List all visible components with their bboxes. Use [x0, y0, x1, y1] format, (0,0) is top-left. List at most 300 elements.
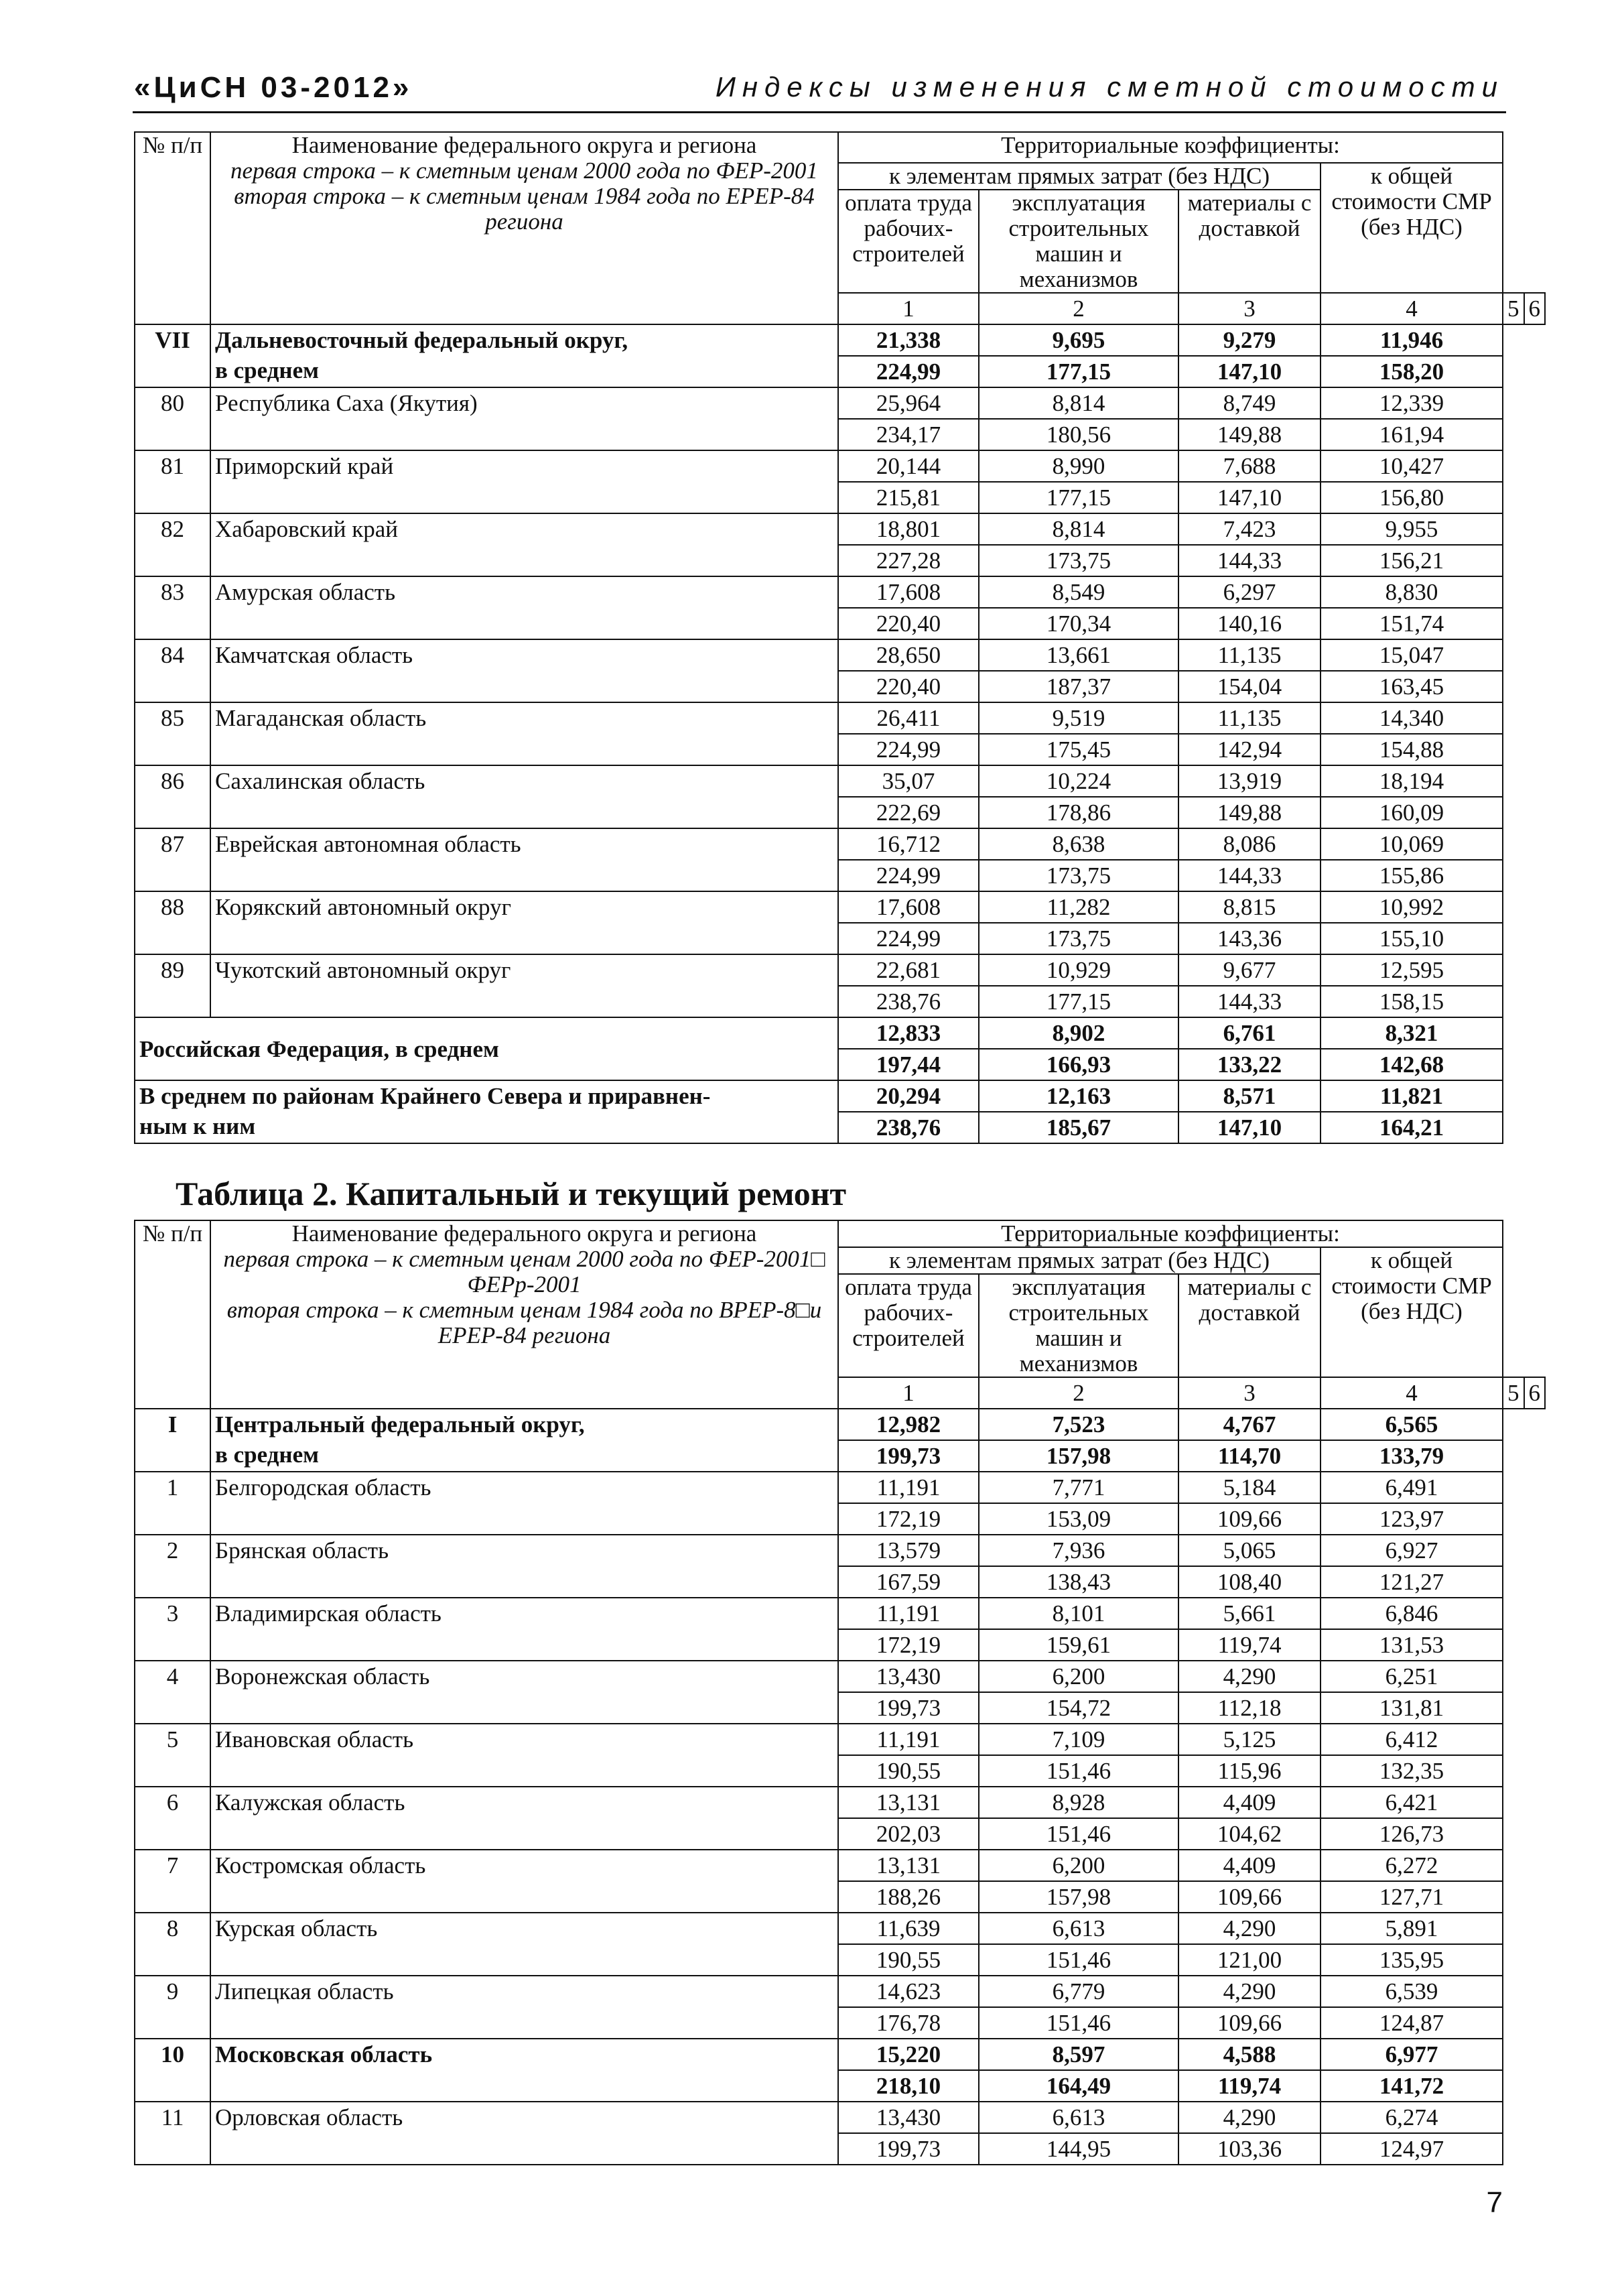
table-row [135, 324, 1545, 356]
value-2000-col5: 4,290 [1178, 2102, 1321, 2133]
value-1984-col6: 126,73 [1321, 1818, 1503, 1850]
region-name [210, 387, 838, 450]
value-2000-col5: 9,677 [1178, 954, 1321, 986]
value-1984-col5: 103,36 [1178, 2133, 1321, 2165]
summary-2000-col6: 11,821 [1321, 1080, 1503, 1112]
value-2000-col5: 5,125 [1178, 1724, 1321, 1755]
value-2000-col4: 8,814 [979, 387, 1178, 419]
value-1984-col6: 151,74 [1321, 608, 1503, 639]
row-number: 87 [135, 828, 210, 891]
value-2000-col5: 5,065 [1178, 1535, 1321, 1566]
value-2000-col3: 15,220 [838, 2039, 979, 2070]
value-1984-col6: 155,10 [1321, 923, 1503, 954]
value-2000-col3: 35,07 [838, 765, 979, 797]
elements-header: к элементам прямых затрат (без НДС) [838, 1247, 1321, 1274]
summary-name: Российская Федерация, в среднем [135, 1017, 838, 1080]
region-name-line1: Приморский край [215, 453, 394, 479]
value-1984-col6: 156,21 [1321, 545, 1503, 576]
value-2000-col4: 6,613 [979, 1913, 1178, 1944]
value-1984-col4: 173,75 [979, 545, 1178, 576]
value-1984-col5: 154,04 [1178, 671, 1321, 702]
value-2000-col6: 6,977 [1321, 2039, 1503, 2070]
table-row [135, 702, 1545, 734]
table-2 [134, 1220, 1546, 2165]
value-1984-col6: 131,81 [1321, 1692, 1503, 1724]
value-2000-col6: 6,274 [1321, 2102, 1503, 2133]
name-header-line2: вторая строка – к сметным ценам 1984 года по ВРЕР-8□и ЕРЕР-84 региона [226, 1297, 822, 1348]
region-name-line1: Еврейская автономная область [215, 831, 521, 857]
value-2000-col3: 13,430 [838, 2102, 979, 2133]
value-1984-col3: 224,99 [838, 860, 979, 891]
region-name [210, 450, 838, 513]
region-name [210, 1598, 838, 1661]
row-number: I [135, 1409, 210, 1472]
value-2000-col4: 9,695 [979, 324, 1178, 356]
name-header-line2: вторая строка – к сметным ценам 1984 года по ЕРЕР-84 региона [234, 183, 815, 235]
summary-2000-col5: 6,761 [1178, 1017, 1321, 1049]
value-1984-col5: 114,70 [1178, 1440, 1321, 1472]
value-1984-col3: 172,19 [838, 1503, 979, 1535]
table-row [135, 1913, 1545, 1944]
region-name [210, 1535, 838, 1598]
name-header-title: Наименование федерального округа и региона [291, 1220, 757, 1247]
row-number: VII [135, 324, 210, 387]
row-number: 6 [135, 1787, 210, 1850]
value-2000-col3: 11,191 [838, 1472, 979, 1503]
summary-1984-col3: 197,44 [838, 1049, 979, 1080]
row-number: 84 [135, 639, 210, 702]
value-2000-col3: 13,131 [838, 1787, 979, 1818]
name-header-line1: первая строка – к сметным ценам 2000 года по ФЕР-2001□ ФЕРр-2001 [223, 1246, 825, 1297]
col-index-2: 2 [979, 293, 1178, 324]
region-name [210, 1787, 838, 1850]
value-1984-col4: 157,98 [979, 1881, 1178, 1913]
value-1984-col5: 121,00 [1178, 1944, 1321, 1976]
row-number: 8 [135, 1913, 210, 1976]
value-2000-col3: 28,650 [838, 639, 979, 671]
value-2000-col5: 5,661 [1178, 1598, 1321, 1629]
value-2000-col3: 13,430 [838, 1661, 979, 1692]
value-2000-col3: 17,608 [838, 891, 979, 923]
value-2000-col6: 15,047 [1321, 639, 1503, 671]
region-name [210, 954, 838, 1017]
value-2000-col5: 8,086 [1178, 828, 1321, 860]
table-row [135, 639, 1545, 671]
value-1984-col3: 224,99 [838, 923, 979, 954]
region-name-line1: Владимирская область [215, 1600, 442, 1627]
summary-name-line1: В среднем по районам Крайнего Севера и приравнен- [139, 1083, 711, 1109]
value-2000-col3: 12,982 [838, 1409, 979, 1440]
value-1984-col5: 112,18 [1178, 1692, 1321, 1724]
row-number: 82 [135, 513, 210, 576]
table-row [135, 1598, 1545, 1629]
region-name [210, 639, 838, 702]
value-1984-col3: 224,99 [838, 356, 979, 387]
value-2000-col5: 8,815 [1178, 891, 1321, 923]
col4-header: эксплуатация строительных машин и механизмов [979, 1274, 1178, 1377]
region-name [210, 765, 838, 828]
value-2000-col4: 6,613 [979, 2102, 1178, 2133]
value-2000-col3: 14,623 [838, 1976, 979, 2007]
header-rule [133, 111, 1506, 113]
table-row [135, 1472, 1545, 1503]
value-2000-col6: 5,891 [1321, 1913, 1503, 1944]
value-1984-col4: 151,46 [979, 1944, 1178, 1976]
value-2000-col6: 12,595 [1321, 954, 1503, 986]
value-2000-col6: 6,491 [1321, 1472, 1503, 1503]
col-index-5: 5 [1503, 1377, 1524, 1409]
value-1984-col4: 177,15 [979, 986, 1178, 1017]
row-number: 1 [135, 1472, 210, 1535]
value-2000-col3: 16,712 [838, 828, 979, 860]
row-number: 10 [135, 2039, 210, 2102]
col-num-header: № п/п [135, 132, 210, 324]
region-name-line1: Чукотский автономный округ [215, 957, 511, 983]
region-name-line1: Брянская область [215, 1537, 389, 1564]
row-number: 4 [135, 1661, 210, 1724]
region-name-line1: Сахалинская область [215, 768, 425, 794]
value-2000-col4: 10,224 [979, 765, 1178, 797]
region-name [210, 2039, 838, 2102]
value-2000-col5: 7,688 [1178, 450, 1321, 482]
value-1984-col3: 202,03 [838, 1818, 979, 1850]
region-name [210, 324, 838, 387]
value-2000-col6: 18,194 [1321, 765, 1503, 797]
value-2000-col3: 17,608 [838, 576, 979, 608]
col-name-header [210, 132, 838, 324]
value-1984-col3: 199,73 [838, 1692, 979, 1724]
col-index-3: 3 [1178, 1377, 1321, 1409]
region-name [210, 576, 838, 639]
value-1984-col3: 190,55 [838, 1755, 979, 1787]
region-name [210, 2102, 838, 2165]
region-name-line1: Магаданская область [215, 705, 427, 731]
value-1984-col5: 109,66 [1178, 1503, 1321, 1535]
value-1984-col4: 159,61 [979, 1629, 1178, 1661]
region-name [210, 1724, 838, 1787]
region-name-line2: в среднем [215, 1442, 319, 1468]
value-1984-col3: 227,28 [838, 545, 979, 576]
page-number: 7 [1486, 2186, 1503, 2219]
total-header: к общей стоимости СМР (без НДС) [1321, 163, 1503, 293]
summary-name [135, 1080, 838, 1143]
value-1984-col4: 151,46 [979, 1755, 1178, 1787]
region-name-line1: Хабаровский край [215, 516, 398, 542]
col5-header: материалы с доставкой [1178, 190, 1321, 293]
value-2000-col3: 18,801 [838, 513, 979, 545]
value-2000-col3: 26,411 [838, 702, 979, 734]
value-2000-col6: 6,272 [1321, 1850, 1503, 1881]
value-2000-col4: 6,200 [979, 1850, 1178, 1881]
value-1984-col5: 109,66 [1178, 2007, 1321, 2039]
value-2000-col5: 8,749 [1178, 387, 1321, 419]
summary-2000-col4: 12,163 [979, 1080, 1178, 1112]
value-1984-col4: 173,75 [979, 923, 1178, 954]
row-number: 81 [135, 450, 210, 513]
value-2000-col4: 7,523 [979, 1409, 1178, 1440]
value-1984-col4: 144,95 [979, 2133, 1178, 2165]
elements-header: к элементам прямых затрат (без НДС) [838, 163, 1321, 190]
value-1984-col5: 119,74 [1178, 1629, 1321, 1661]
value-1984-col4: 138,43 [979, 1566, 1178, 1598]
row-number: 9 [135, 1976, 210, 2039]
row-number: 3 [135, 1598, 210, 1661]
col-index-6: 6 [1524, 293, 1546, 324]
value-1984-col5: 147,10 [1178, 482, 1321, 513]
table-1 [134, 131, 1546, 1144]
col-index-1: 1 [838, 293, 979, 324]
value-2000-col5: 9,279 [1178, 324, 1321, 356]
value-1984-col6: 132,35 [1321, 1755, 1503, 1787]
value-2000-col4: 11,282 [979, 891, 1178, 923]
value-1984-col3: 238,76 [838, 986, 979, 1017]
table-row [135, 1661, 1545, 1692]
summary-1984-col6: 142,68 [1321, 1049, 1503, 1080]
value-1984-col4: 154,72 [979, 1692, 1178, 1724]
value-2000-col6: 6,565 [1321, 1409, 1503, 1440]
value-1984-col6: 158,15 [1321, 986, 1503, 1017]
coef-header: Территориальные коэффициенты: [838, 132, 1503, 163]
region-name-line1: Корякский автономный округ [215, 894, 511, 920]
table-row [135, 450, 1545, 482]
value-1984-col5: 119,74 [1178, 2070, 1321, 2102]
value-2000-col5: 4,409 [1178, 1850, 1321, 1881]
value-2000-col6: 6,421 [1321, 1787, 1503, 1818]
col3-header: оплата труда рабочих-строителей [838, 1274, 979, 1377]
value-2000-col6: 14,340 [1321, 702, 1503, 734]
region-name-line1: Липецкая область [215, 1978, 394, 2004]
value-1984-col3: 190,55 [838, 1944, 979, 1976]
value-1984-col6: 156,80 [1321, 482, 1503, 513]
value-1984-col5: 144,33 [1178, 860, 1321, 891]
value-1984-col4: 187,37 [979, 671, 1178, 702]
value-2000-col5: 4,290 [1178, 1661, 1321, 1692]
region-name [210, 1976, 838, 2039]
value-1984-col5: 142,94 [1178, 734, 1321, 765]
row-number: 5 [135, 1724, 210, 1787]
region-name-line2: в среднем [215, 357, 319, 383]
value-2000-col6: 6,412 [1321, 1724, 1503, 1755]
region-name-line1: Амурская область [215, 579, 396, 605]
value-2000-col5: 4,290 [1178, 1976, 1321, 2007]
value-2000-col6: 6,539 [1321, 1976, 1503, 2007]
value-2000-col4: 8,549 [979, 576, 1178, 608]
value-1984-col5: 115,96 [1178, 1755, 1321, 1787]
row-number: 86 [135, 765, 210, 828]
value-2000-col4: 8,638 [979, 828, 1178, 860]
value-1984-col4: 177,15 [979, 482, 1178, 513]
value-2000-col3: 22,681 [838, 954, 979, 986]
value-1984-col3: 215,81 [838, 482, 979, 513]
value-1984-col4: 170,34 [979, 608, 1178, 639]
summary-row [135, 1017, 1545, 1049]
summary-1984-col5: 133,22 [1178, 1049, 1321, 1080]
document-title: Индексы изменения сметной стоимости [715, 71, 1504, 103]
table-row [135, 1409, 1545, 1440]
value-1984-col3: 167,59 [838, 1566, 979, 1598]
value-1984-col6: 124,97 [1321, 2133, 1503, 2165]
value-1984-col3: 220,40 [838, 671, 979, 702]
value-2000-col3: 11,191 [838, 1598, 979, 1629]
value-1984-col5: 149,88 [1178, 797, 1321, 828]
row-number: 85 [135, 702, 210, 765]
value-1984-col6: 124,87 [1321, 2007, 1503, 2039]
value-2000-col5: 4,588 [1178, 2039, 1321, 2070]
region-name-line1: Калужская область [215, 1789, 405, 1815]
table-row [135, 828, 1545, 860]
summary-2000-col4: 8,902 [979, 1017, 1178, 1049]
table-row [135, 1850, 1545, 1881]
value-2000-col4: 9,519 [979, 702, 1178, 734]
value-2000-col5: 13,919 [1178, 765, 1321, 797]
value-1984-col4: 173,75 [979, 860, 1178, 891]
value-1984-col6: 163,45 [1321, 671, 1503, 702]
value-2000-col3: 11,191 [838, 1724, 979, 1755]
region-name-line1: Дальневосточный федеральный округ, [215, 327, 628, 353]
value-2000-col6: 6,846 [1321, 1598, 1503, 1629]
value-2000-col4: 7,771 [979, 1472, 1178, 1503]
value-2000-col5: 4,290 [1178, 1913, 1321, 1944]
table-row [135, 513, 1545, 545]
col4-header: эксплуатация строительных машин и механизмов [979, 190, 1178, 293]
table-row [135, 1976, 1545, 2007]
value-1984-col6: 131,53 [1321, 1629, 1503, 1661]
value-1984-col4: 175,45 [979, 734, 1178, 765]
value-2000-col4: 8,990 [979, 450, 1178, 482]
value-1984-col5: 140,16 [1178, 608, 1321, 639]
region-name [210, 513, 838, 576]
value-1984-col3: 199,73 [838, 1440, 979, 1472]
region-name-line1: Камчатская область [215, 642, 413, 668]
value-1984-col3: 218,10 [838, 2070, 979, 2102]
region-name-line1: Центральный федеральный округ, [215, 1411, 585, 1438]
region-name [210, 1913, 838, 1976]
value-1984-col6: 160,09 [1321, 797, 1503, 828]
value-1984-col6: 155,86 [1321, 860, 1503, 891]
value-2000-col6: 6,251 [1321, 1661, 1503, 1692]
value-2000-col4: 6,200 [979, 1661, 1178, 1692]
name-header-line1: первая строка – к сметным ценам 2000 года по ФЕР-2001 [230, 157, 818, 184]
table-row [135, 1535, 1545, 1566]
value-2000-col5: 11,135 [1178, 639, 1321, 671]
value-1984-col6: 154,88 [1321, 734, 1503, 765]
value-2000-col4: 8,814 [979, 513, 1178, 545]
col-index-3: 3 [1178, 293, 1321, 324]
region-name-line1: Воронежская область [215, 1663, 430, 1689]
summary-2000-col6: 8,321 [1321, 1017, 1503, 1049]
value-2000-col5: 4,409 [1178, 1787, 1321, 1818]
value-2000-col5: 11,135 [1178, 702, 1321, 734]
value-2000-col6: 8,830 [1321, 576, 1503, 608]
value-2000-col3: 21,338 [838, 324, 979, 356]
row-number: 89 [135, 954, 210, 1017]
value-2000-col6: 10,427 [1321, 450, 1503, 482]
value-1984-col6: 121,27 [1321, 1566, 1503, 1598]
value-2000-col5: 5,184 [1178, 1472, 1321, 1503]
value-2000-col5: 6,297 [1178, 576, 1321, 608]
value-1984-col4: 164,49 [979, 2070, 1178, 2102]
table-row [135, 1724, 1545, 1755]
table-row [135, 387, 1545, 419]
row-number: 11 [135, 2102, 210, 2165]
value-1984-col5: 147,10 [1178, 356, 1321, 387]
col-index-6: 6 [1524, 1377, 1546, 1409]
row-number: 88 [135, 891, 210, 954]
region-name [210, 1661, 838, 1724]
table-row [135, 891, 1545, 923]
row-number: 2 [135, 1535, 210, 1598]
value-1984-col5: 109,66 [1178, 1881, 1321, 1913]
region-name [210, 828, 838, 891]
region-name [210, 1409, 838, 1472]
value-1984-col4: 151,46 [979, 2007, 1178, 2039]
region-name-line1: Орловская область [215, 2104, 403, 2130]
col-index-1: 1 [838, 1377, 979, 1409]
region-name-line1: Белгородская область [215, 1474, 431, 1501]
value-1984-col6: 133,79 [1321, 1440, 1503, 1472]
value-1984-col3: 222,69 [838, 797, 979, 828]
summary-2000-col3: 20,294 [838, 1080, 979, 1112]
table-row [135, 2102, 1545, 2133]
summary-name-line2: ным к ним [139, 1113, 256, 1139]
table-row [135, 954, 1545, 986]
value-2000-col4: 7,109 [979, 1724, 1178, 1755]
value-1984-col6: 127,71 [1321, 1881, 1503, 1913]
table-row [135, 765, 1545, 797]
value-1984-col3: 199,73 [838, 2133, 979, 2165]
value-2000-col4: 8,928 [979, 1787, 1178, 1818]
region-name [210, 1850, 838, 1913]
summary-1984-col3: 238,76 [838, 1112, 979, 1143]
document-code: «ЦиСН 03-2012» [134, 71, 413, 104]
coef-header: Территориальные коэффициенты: [838, 1220, 1503, 1247]
value-1984-col5: 144,33 [1178, 545, 1321, 576]
col5-header: материалы с доставкой [1178, 1274, 1321, 1377]
row-number: 7 [135, 1850, 210, 1913]
value-1984-col3: 172,19 [838, 1629, 979, 1661]
col-index-2: 2 [979, 1377, 1178, 1409]
value-1984-col5: 104,62 [1178, 1818, 1321, 1850]
value-1984-col3: 220,40 [838, 608, 979, 639]
value-1984-col4: 151,46 [979, 1818, 1178, 1850]
region-name-line1: Курская область [215, 1915, 378, 1941]
value-1984-col4: 180,56 [979, 419, 1178, 450]
row-number: 83 [135, 576, 210, 639]
value-2000-col4: 8,101 [979, 1598, 1178, 1629]
value-1984-col3: 224,99 [838, 734, 979, 765]
value-1984-col5: 149,88 [1178, 419, 1321, 450]
value-2000-col4: 8,597 [979, 2039, 1178, 2070]
summary-1984-col4: 185,67 [979, 1112, 1178, 1143]
region-name [210, 891, 838, 954]
region-name-line1: Московская область [215, 2041, 433, 2067]
value-2000-col3: 25,964 [838, 387, 979, 419]
value-1984-col3: 234,17 [838, 419, 979, 450]
value-1984-col6: 135,95 [1321, 1944, 1503, 1976]
name-header-title: Наименование федерального округа и региона [291, 132, 757, 158]
value-2000-col4: 6,779 [979, 1976, 1178, 2007]
table-row [135, 1787, 1545, 1818]
table-row [135, 576, 1545, 608]
value-2000-col4: 7,936 [979, 1535, 1178, 1566]
region-name-line1: Республика Саха (Якутия) [215, 390, 478, 416]
value-1984-col6: 158,20 [1321, 356, 1503, 387]
value-2000-col4: 13,661 [979, 639, 1178, 671]
summary-1984-col4: 166,93 [979, 1049, 1178, 1080]
value-1984-col5: 143,36 [1178, 923, 1321, 954]
col-name-header [210, 1220, 838, 1409]
region-name [210, 1472, 838, 1535]
